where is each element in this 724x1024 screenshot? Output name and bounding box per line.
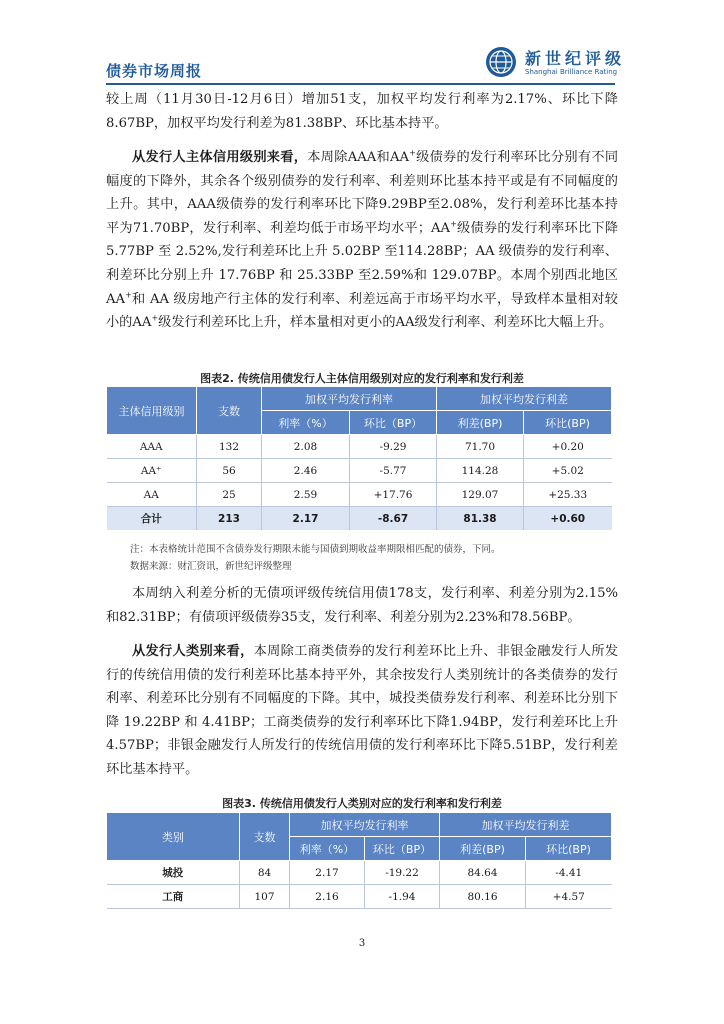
paragraph-summary: 较上周（11月30日-12月6日）增加51支，加权平均发行利率为2.17%、环比下降8.67BP，加权平均发行利差为81.38BP、环比基本持平。 bbox=[106, 92, 618, 131]
logo-chinese-name: 新世纪评级 bbox=[525, 49, 626, 68]
report-title: 债券市场周报 bbox=[106, 62, 203, 80]
issuer-type-spread-table bbox=[106, 812, 612, 909]
paragraph-lead: 从发行人主体信用级别来看， bbox=[132, 150, 308, 165]
header-issuer-type: 类别 bbox=[107, 813, 240, 861]
table3-caption: 图表3. 传统信用债发行人类别对应的发行利率和发行利差 bbox=[222, 797, 502, 810]
table2-note: 注：本表格统计范围不含债券发行期限未能与国债到期收益率期限相匹配的债券，下同。 bbox=[130, 544, 501, 555]
rating-spread-table bbox=[106, 386, 612, 530]
header-avg-rate: 加权平均发行利率 bbox=[262, 387, 437, 411]
header-count: 支数 bbox=[240, 813, 290, 861]
header-rate-change: 环比（BP） bbox=[365, 837, 440, 861]
header-avg-spread: 加权平均发行利差 bbox=[437, 387, 612, 411]
header-rate-value: 利率（%） bbox=[262, 411, 350, 435]
header-avg-spread: 加权平均发行利差 bbox=[440, 813, 612, 837]
header-divider bbox=[106, 83, 615, 85]
table2-source: 数据来源：财汇资讯，新世纪评级整理 bbox=[130, 561, 292, 572]
table-row: AA⁺ 56 2.46 -5.77 114.28 +5.02 bbox=[107, 459, 612, 483]
paragraph-lead: 从发行人类别来看， bbox=[132, 644, 254, 659]
header-spread-change: 环比(BP) bbox=[526, 837, 612, 861]
header-spread-value: 利差(BP) bbox=[440, 837, 526, 861]
header-rating: 主体信用级别 bbox=[107, 387, 197, 435]
brand-globe-icon bbox=[485, 46, 517, 78]
header-rate-change: 环比（BP） bbox=[350, 411, 437, 435]
page-number: 3 bbox=[358, 938, 366, 949]
company-logo bbox=[485, 44, 626, 84]
header-rate-value: 利率（%） bbox=[290, 837, 365, 861]
paragraph-no-rating: 本周纳入利差分析的无债项评级传统信用债178支，发行利率、利差分别为2.15%和82.31BP；有债项评级债券35支，发行利率、利差分别为2.23%和78.56BP。 bbox=[106, 586, 618, 625]
header-avg-rate: 加权平均发行利率 bbox=[290, 813, 440, 837]
header-spread-value: 利差(BP) bbox=[437, 411, 524, 435]
table-row: AAA 132 2.08 -9.29 71.70 +0.20 bbox=[107, 435, 612, 459]
table-row: 工商 107 2.16 -1.94 80.16 +4.57 bbox=[107, 885, 612, 909]
header-count: 支数 bbox=[197, 387, 262, 435]
table2-caption: 图表2. 传统信用债发行人主体信用级别对应的发行利率和发行利差 bbox=[200, 372, 524, 385]
logo-english-name: Shanghai Brilliance Rating bbox=[525, 68, 618, 76]
table-row: AA 25 2.59 +17.76 129.07 +25.33 bbox=[107, 483, 612, 507]
header-spread-change: 环比(BP) bbox=[524, 411, 612, 435]
paragraph-issuer-type: 从发行人类别来看，本周除工商类债券的发行利差环比上升、非银金融发行人所发行的传统信用债的发行利差环比基本持平外，其余按发行人类别统计的各类债券的发行利率、利差环比分别有不同幅度的下降。其中，城投类债券发行利率、利差环比分别下降 19.22BP 和 4.41BP；工商类债券的发行利率环比下降1.94BP，发行利差环比上升4.57BP；非银金融发行人所发行的传统信用债的发行利率环比下降5.51BP，发行利差环比基本持平。 bbox=[106, 644, 619, 777]
table-total-row: 合计 213 2.17 -8.67 81.38 +0.60 bbox=[107, 507, 612, 531]
table-row: 城投 84 2.17 -19.22 84.64 -4.41 bbox=[107, 861, 612, 885]
paragraph-rating-analysis: 从发行人主体信用级别来看，本周除AAA和AA+级债券的发行利率环比分别有不同幅度的下降外，其余各个级别债券的发行利率、利差则环比基本持平或是有不同幅度的上升。其中，AAA级债券的发行利率环比下降9.29BP至2.08%，发行利差环比基本持平为71.70BP，发行利率、利差均低于市场平均水平；AA+级债券的发行利率环比下降 5.77BP 至 2.52%,发行利差环比上升 5.02BP 至114.28BP；AA 级债券的发行利率、利差环比分别上升 17.76BP 和 25.33BP 至2.59%和 129.07BP。本周个别西北地区 AA+和 AA 级房地产行主体的发行利率、利差远高于市场平均水平，导致样本量相对较小的AA+级发行利差环比上升，样本量相对更小的AA级发行利率、利差环比大幅上升。 bbox=[106, 148, 619, 331]
